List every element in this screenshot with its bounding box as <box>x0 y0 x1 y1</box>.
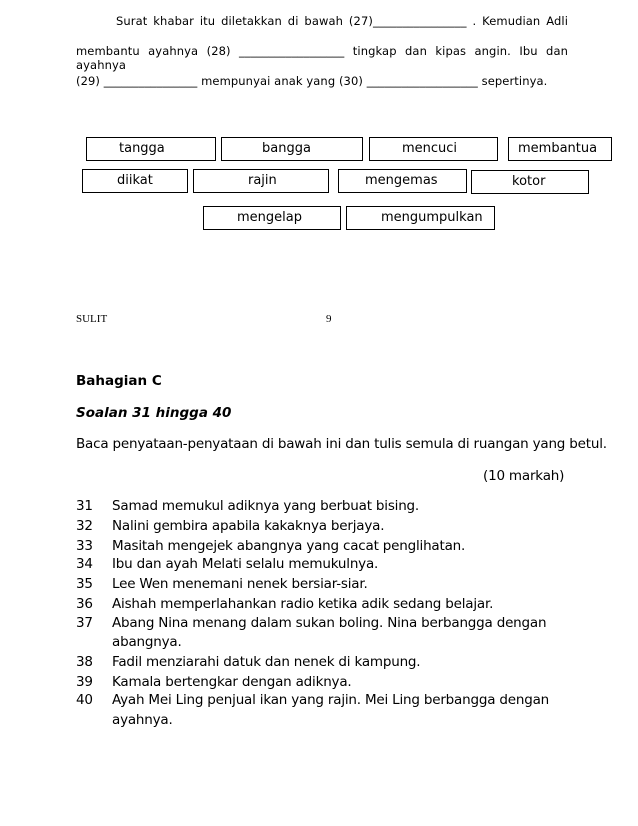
word-box-bangga <box>221 137 363 161</box>
question-number: 35 <box>76 576 93 592</box>
question-number: 34 <box>76 556 93 572</box>
word-box-mengelap <box>203 206 341 230</box>
passage-line-3: (29) ________________ mempunyai anak yang (30) ___________________ sepertinya. <box>76 74 548 88</box>
question-text-continued: ayahnya. <box>112 712 173 728</box>
word-label: bangga <box>262 141 311 156</box>
question-text: Lee Wen menemani nenek bersiar-siar. <box>112 576 368 592</box>
word-label: rajin <box>248 173 277 188</box>
passage-line-1: Surat khabar itu diletakkan di bawah (27)________________ . Kemudian Adli <box>116 14 568 28</box>
question-text: Nalini gembira apabila kakaknya berjaya. <box>112 518 385 534</box>
question-number: 37 <box>76 615 93 631</box>
question-text: Kamala bertengkar dengan adiknya. <box>112 674 352 690</box>
page-number: 9 <box>326 313 332 325</box>
question-text: Abang Nina menang dalam sukan boling. Nina berbangga dengan <box>112 615 547 631</box>
question-text-continued: abangnya. <box>112 634 182 650</box>
question-text: Ibu dan ayah Melati selalu memukulnya. <box>112 556 379 572</box>
word-box-mengemas <box>338 169 467 193</box>
word-label: mengemas <box>365 173 438 188</box>
word-box-mengumpulkan <box>346 206 495 230</box>
question-number: 36 <box>76 596 93 612</box>
word-label: tangga <box>119 141 165 156</box>
section-title: Bahagian C <box>76 373 162 389</box>
word-label: kotor <box>512 174 546 189</box>
question-text: Masitah mengejek abangnya yang cacat penglihatan. <box>112 538 466 554</box>
question-number: 40 <box>76 692 93 708</box>
word-box-diikat <box>82 169 188 193</box>
word-box-membantua <box>508 137 612 161</box>
question-number: 38 <box>76 654 93 670</box>
question-number: 31 <box>76 498 93 514</box>
word-box-rajin <box>193 169 329 193</box>
word-label: diikat <box>117 173 153 188</box>
word-box-mencuci <box>369 137 498 161</box>
question-text: Samad memukul adiknya yang berbuat bising. <box>112 498 420 514</box>
question-text: Aishah memperlahankan radio ketika adik sedang belajar. <box>112 596 494 612</box>
passage-line-2: membantu ayahnya (28) __________________ tingkap dan kipas angin. Ibu dan ayahnya <box>76 44 568 72</box>
word-box-kotor <box>471 170 589 194</box>
word-label: membantua <box>518 141 598 156</box>
question-text: Ayah Mei Ling penjual ikan yang rajin. Mei Ling berbangga dengan <box>112 692 549 708</box>
word-box-tangga <box>86 137 216 161</box>
question-text: Fadil menziarahi datuk dan nenek di kampung. <box>112 654 421 670</box>
word-label: mencuci <box>402 141 458 156</box>
word-label: mengumpulkan <box>381 210 483 225</box>
footer-sulit: SULIT <box>76 313 108 325</box>
section-instruction: Baca penyataan-penyataan di bawah ini dan tulis semula di ruangan yang betul. <box>76 436 607 452</box>
question-number: 39 <box>76 674 93 690</box>
section-subtitle: Soalan 31 hingga 40 <box>76 405 232 421</box>
question-number: 33 <box>76 538 93 554</box>
marks-label: (10 markah) <box>483 468 565 484</box>
word-label: mengelap <box>237 210 302 225</box>
question-number: 32 <box>76 518 93 534</box>
